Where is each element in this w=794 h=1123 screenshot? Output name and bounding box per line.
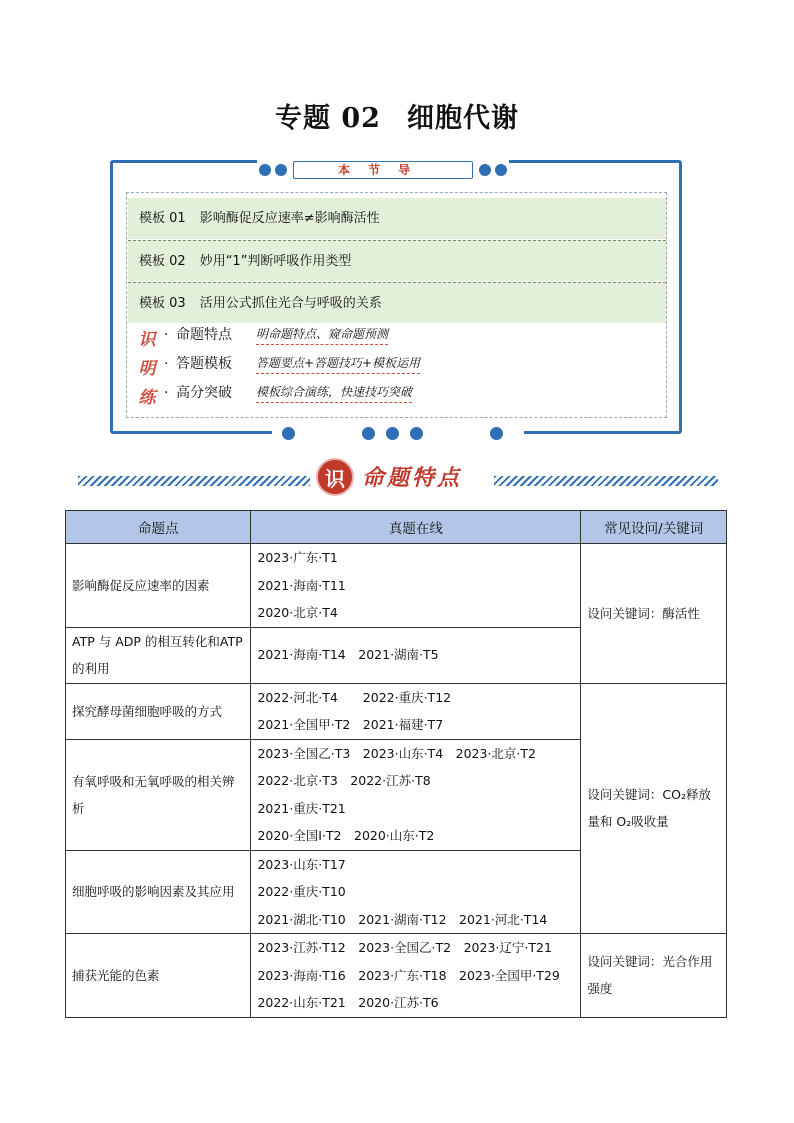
keyword-cell: 设问关键词：CO₂释放量和 O₂吸收量 bbox=[581, 683, 727, 934]
dot-icon bbox=[386, 427, 399, 440]
guide-header bbox=[257, 159, 509, 181]
table-row bbox=[66, 683, 727, 739]
table-header-row bbox=[66, 511, 727, 544]
table-row bbox=[66, 544, 727, 628]
exam-cell: 2023·山东·T17 2022·重庆·T10 2021·湖北·T10 2021·湖南·T12 2021·河北·T14 bbox=[251, 850, 581, 934]
template-item[interactable]: 模板 02 妙用“1”判断呼吸作用类型 bbox=[128, 240, 666, 281]
template-item[interactable]: 模板 03 活用公式抓住光合与呼吸的关系 bbox=[128, 282, 666, 323]
page-title: 专题 02 细胞代谢 bbox=[275, 103, 519, 134]
exam-cell: 2023·全国乙·T3 2023·山东·T4 2023·北京·T2 2022·北京·T3 2022·江苏·T8 2021·重庆·T21 2020·全国Ⅰ·T2 2020·山东·T2 bbox=[251, 739, 581, 850]
topic-cell: 探究酵母菌细胞呼吸的方式 bbox=[66, 683, 251, 739]
section-link[interactable]: · 高分突破 模板综合演练，快速技巧突破 bbox=[164, 382, 232, 404]
exam-cell: 2022·河北·T4 2022·重庆·T12 2021·全国甲·T2 2021·福建·T7 bbox=[251, 683, 581, 739]
exam-cell: 2021·海南·T14 2021·湖南·T5 bbox=[251, 627, 581, 683]
keyword-cell: 设问关键词：光合作用强度 bbox=[581, 934, 727, 1018]
column-header: 真题在线 bbox=[251, 511, 581, 544]
exam-cell: 2023·江苏·T12 2023·全国乙·T2 2023·辽宁·T21 2023·海南·T16 2023·广东·T18 2023·全国甲·T29 2022·山东·T21 2020·江苏·T6 bbox=[251, 934, 581, 1018]
guide-footer bbox=[272, 424, 524, 444]
dot-icon bbox=[410, 427, 423, 440]
dot-icon bbox=[495, 164, 507, 176]
stripe-decoration bbox=[494, 476, 718, 486]
dot-icon bbox=[490, 427, 503, 440]
keyword-cell: 设问关键词：酶活性 bbox=[581, 544, 727, 684]
guide-header-label: 本节导 bbox=[293, 161, 473, 179]
table-row bbox=[66, 934, 727, 1018]
column-header: 常见设问/关键词 bbox=[581, 511, 727, 544]
dot-icon bbox=[275, 164, 287, 176]
topic-cell: 细胞呼吸的影响因素及其应用 bbox=[66, 850, 251, 934]
topic-cell: 有氧呼吸和无氧呼吸的相关辨析 bbox=[66, 739, 251, 850]
topic-cell: 捕获光能的色素 bbox=[66, 934, 251, 1018]
section-link[interactable]: · 答题模板 答题要点+答题技巧+模板运用 bbox=[164, 353, 232, 375]
dot-icon bbox=[362, 427, 375, 440]
section-link[interactable]: · 命题特点 明命题特点、窥命题预测 bbox=[164, 324, 232, 346]
dot-icon bbox=[282, 427, 295, 440]
column-header: 命题点 bbox=[66, 511, 251, 544]
vertical-label: 识 明 练 bbox=[138, 330, 156, 408]
dot-icon bbox=[479, 164, 491, 176]
template-item[interactable]: 模板 01 影响酶促反应速率≠影响酶活性 bbox=[128, 198, 666, 239]
stripe-decoration bbox=[78, 476, 310, 486]
section-banner bbox=[78, 458, 718, 496]
topic-cell: ATP 与 ADP 的相互转化和ATP 的利用 bbox=[66, 627, 251, 683]
exam-cell: 2023·广东·T1 2021·海南·T11 2020·北京·T4 bbox=[251, 544, 581, 628]
dot-icon bbox=[259, 164, 271, 176]
banner-title: 命题特点 bbox=[362, 465, 463, 491]
exam-table bbox=[65, 510, 727, 1018]
topic-cell: 影响酶促反应速率的因素 bbox=[66, 544, 251, 628]
badge-icon: 识 bbox=[316, 458, 354, 496]
